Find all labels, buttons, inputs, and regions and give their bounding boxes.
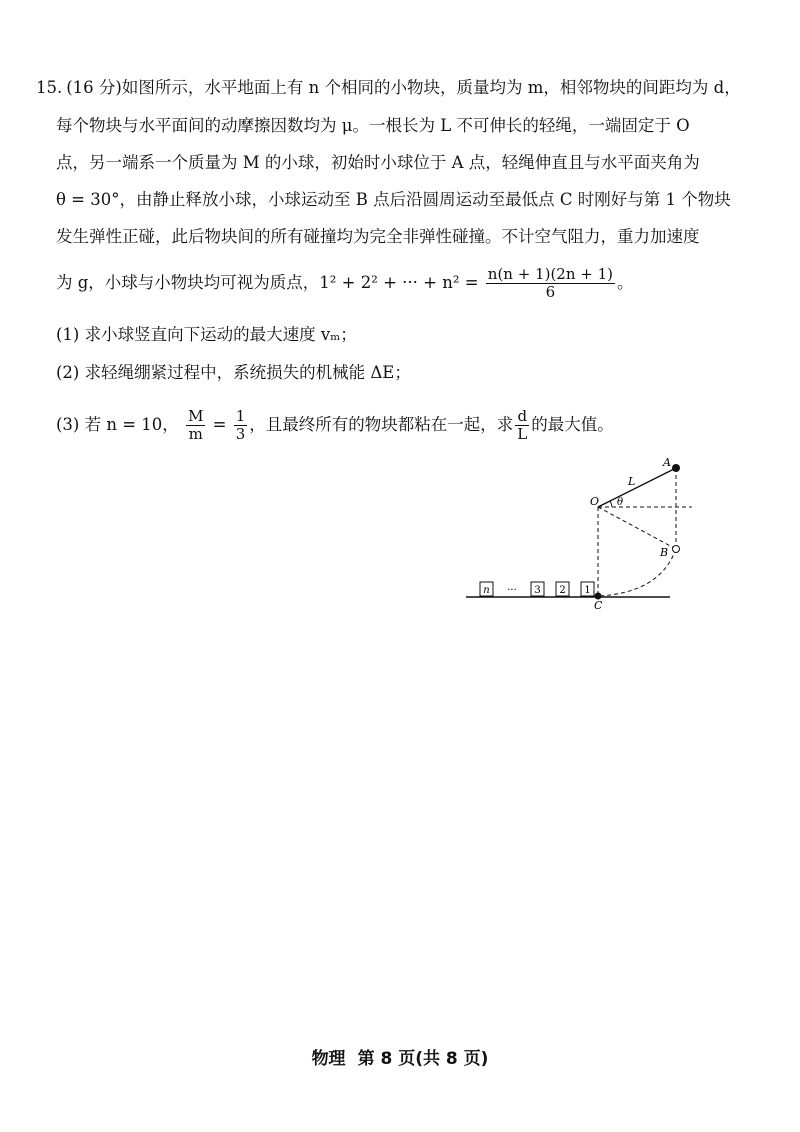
problem-line-3: 点，另一端系一个质量为 M 的小球，初始时小球位于 A 点，轻绳伸直且与水平面夹角为 <box>56 153 700 172</box>
question-3-suffix: 的最大值。 <box>531 415 614 434</box>
problem-line-2: 每个物块与水平面间的动摩擦因数均为 μ。一根长为 L 不可伸长的轻绳，一端固定于 O <box>56 116 690 135</box>
block-n-label: n <box>483 585 490 596</box>
theta-arc <box>610 501 612 507</box>
question-3-equals: = <box>212 415 227 434</box>
footer-subject: 物理 <box>311 1049 346 1069</box>
d-over-l-denominator: L <box>517 425 528 443</box>
question-1: (1) 求小球竖直向下运动的最大速度 vₘ； <box>56 325 357 344</box>
problem-line-1 <box>36 76 741 100</box>
mass-ratio-fraction <box>186 408 205 443</box>
ratio-value-denominator: 3 <box>235 425 246 443</box>
ratio-value-fraction <box>234 408 248 443</box>
footer-page-number: 第 8 页(共 8 页) <box>357 1049 489 1069</box>
sum-formula-numerator: n(n + 1)(2n + 1) <box>487 265 614 283</box>
label-a: A <box>663 456 671 469</box>
problem-line-4: θ = 30°，由静止释放小球，小球运动至 B 点后沿圆周运动至最低点 C 时刚好与第 1 个物块 <box>56 190 731 209</box>
label-c: C <box>594 599 603 612</box>
ball-at-b <box>673 546 680 553</box>
question-3-prefix: (3) 若 n = 10， <box>56 415 179 434</box>
ratio-value-numerator: 1 <box>235 407 246 425</box>
label-o: O <box>590 495 600 508</box>
page-footer <box>0 1044 800 1069</box>
problem-line-5: 发生弹性正碰，此后物块间的所有碰撞均为完全非弹性碰撞。不计空气阻力，重力加速度 <box>56 227 700 246</box>
sum-formula-prefix: 为 g，小球与小物块均可视为质点，1² + 2² + ··· + n² = <box>56 273 479 292</box>
rope-line <box>598 468 676 507</box>
mass-ratio-denominator: m <box>188 425 203 443</box>
d-over-l-fraction <box>515 408 529 443</box>
sum-formula-fraction <box>486 266 615 301</box>
question-3-middle: ，且最终所有的物块都粘在一起，求 <box>249 415 514 434</box>
label-l: L <box>628 475 636 488</box>
d-over-l-numerator: d <box>517 407 528 425</box>
block-1-label: 1 <box>584 585 591 596</box>
label-theta: θ <box>617 497 624 508</box>
sum-formula-denominator: 6 <box>545 283 556 301</box>
label-b: B <box>660 546 669 559</box>
problem-points: (16 分) <box>66 78 122 97</box>
mass-ratio-numerator: M <box>188 407 204 425</box>
problem-number: 15. <box>36 78 63 97</box>
question-3 <box>56 408 756 443</box>
problem-line-6 <box>56 266 756 301</box>
block-3-label: 3 <box>534 585 541 596</box>
dashed-o-to-b <box>598 507 676 549</box>
pendulum-diagram <box>460 455 710 615</box>
sum-formula-suffix: 。 <box>617 273 634 292</box>
question-2: (2) 求轻绳绷紧过程中，系统损失的机械能 ΔE； <box>56 363 411 382</box>
block-ellipsis: ··· <box>507 585 517 596</box>
problem-line-1-text: 如图所示，水平地面上有 n 个相同的小物块，质量均为 m，相邻物块的间距均为 d， <box>121 78 741 97</box>
ball-at-a <box>672 464 680 472</box>
block-2-label: 2 <box>559 585 566 596</box>
